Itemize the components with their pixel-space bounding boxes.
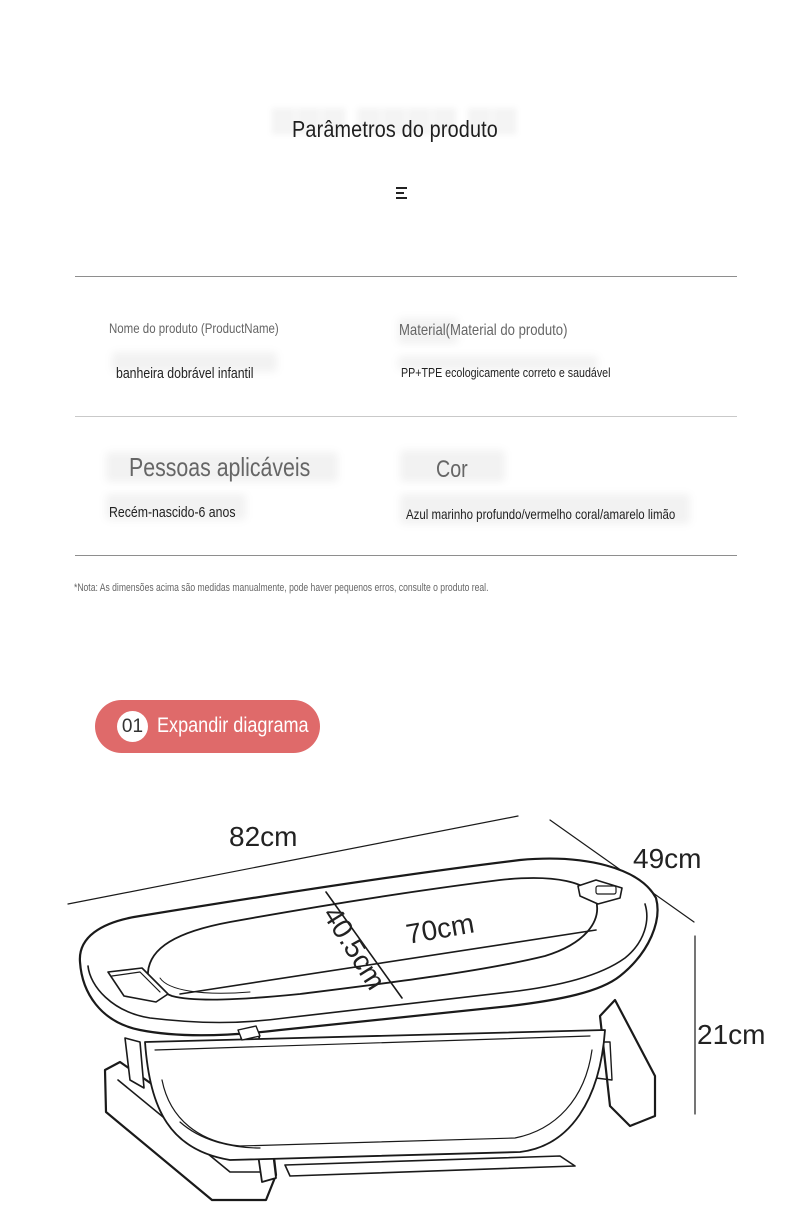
page-title: Parâmetros do produto [292, 116, 498, 142]
disclaimer-note: *Nota: As dimensões acima são medidas manualmente, pode haver pequenos erros, consulte o produto real. [74, 582, 489, 594]
color-value: Azul marinho profundo/vermelho coral/amarelo limão [406, 506, 676, 522]
table-top-rule [75, 276, 737, 277]
material-label: Material(Material do produto) [399, 322, 568, 339]
color-label: Cor [436, 456, 468, 483]
section-header-pill [95, 700, 320, 753]
product-name-label: Nome do produto (ProductName) [109, 320, 279, 336]
tub-right-frame [600, 1000, 655, 1126]
menu-icon [395, 186, 409, 200]
width-label: 49cm [633, 843, 702, 874]
section-number: 01 [117, 711, 148, 742]
inner-length-label: 70cm [403, 907, 477, 950]
height-label: 21cm [697, 1019, 766, 1050]
table-bottom-rule [75, 555, 737, 556]
people-label: Pessoas aplicáveis [129, 452, 311, 482]
table-middle-rule [75, 416, 737, 417]
inner-width-label: 40.5cm [316, 900, 392, 996]
section-title: Expandir diagrama [157, 714, 309, 737]
bathtub-diagram [0, 780, 790, 1228]
length-label: 82cm [229, 821, 298, 852]
product-name-value: banheira dobrável infantil [116, 365, 254, 382]
material-value: PP+TPE ecologicamente correto e saudável [401, 365, 611, 380]
people-value: Recém-nascido-6 anos [109, 504, 236, 521]
